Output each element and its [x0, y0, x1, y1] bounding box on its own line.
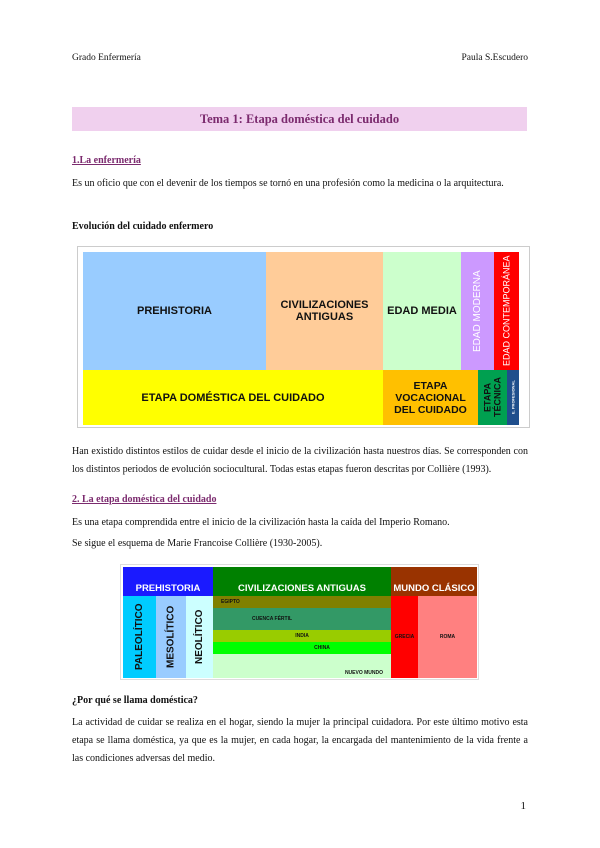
block-mesolitico: MESOLÍTICO [156, 596, 186, 678]
header-civilizaciones: CIVILIZACIONES ANTIGUAS [213, 567, 391, 596]
block-edad-media: EDAD MEDIA [383, 252, 461, 370]
block-etapa-profesional: E. PROFESIONAL [507, 370, 519, 425]
section1-text: Es un oficio que con el devenir de los tiempos se tornó en una profesión como la medicina o la arquitectura. [72, 178, 504, 189]
block-etapa-tecnica: ETAPA TÉCNICA [478, 370, 507, 425]
row-nuevo-mundo: NUEVO MUNDO [213, 654, 391, 678]
block-neolitico: NEOLÍTICO [186, 596, 213, 678]
block-paleolitico: PALEOLÍTICO [123, 596, 156, 678]
header-prehistoria: PREHISTORIA [123, 567, 213, 596]
block-grecia: GRECIA [391, 596, 418, 678]
section2-heading: 2. La etapa doméstica del cuidado [72, 494, 217, 505]
paragraph-2: La actividad de cuidar se realiza en el hogar, siendo la mujer la principal cuidadora. Por este último motivo esta etapa se llama doméstica, ya que es la mujer, en cada hogar, la encargada del mantenimiento de la vida frente a las condiciones adversas del medio. [72, 717, 528, 764]
question-heading: ¿Por qué se llama doméstica? [72, 695, 198, 706]
block-roma: ROMA [418, 596, 477, 678]
row-china: CHINA [213, 642, 391, 654]
row-egipto: EGIPTO [213, 596, 391, 608]
paragraph-1: Han existido distintos estilos de cuidar desde el inicio de la civilización hasta nuestros días. Se corresponden con los distintos periodos de evolución sociocultural. Todas estas etapas fueron descritas por Collière (1993). [72, 446, 528, 475]
block-prehistoria: PREHISTORIA [83, 252, 266, 370]
block-edad-contemporanea: EDAD CONTEMPORÁNEA [494, 252, 519, 370]
block-edad-moderna: EDAD MODERNA [461, 252, 494, 370]
block-civilizaciones: CIVILIZACIONES ANTIGUAS [266, 252, 383, 370]
section2-text2: Se sigue el esquema de Marie Francoise Collière (1930-2005). [72, 538, 323, 549]
figure-evolution [77, 246, 530, 428]
header-right: Paula S.Escudero [461, 53, 528, 63]
header-left: Grado Enfermería [72, 53, 141, 63]
section2-text1: Es una etapa comprendida entre el inicio de la civilización hasta la caída del Imperio Romano. [72, 517, 450, 528]
section1-heading: 1.La enfermería [72, 155, 141, 166]
row-india: INDIA [213, 630, 391, 642]
block-etapa-domestica: ETAPA DOMÉSTICA DEL CUIDADO [83, 370, 383, 425]
header-mundo-clasico: MUNDO CLÁSICO [391, 567, 477, 596]
row-cuenca-fertil: CUENCA FÉRTIL [213, 608, 391, 630]
figure-collierе [120, 564, 479, 680]
evolution-heading: Evolución del cuidado enfermero [72, 221, 214, 232]
block-etapa-vocacional: ETAPA VOCACIONAL DEL CUIDADO [383, 370, 478, 425]
page-number: 1 [520, 800, 526, 812]
page-title: Tema 1: Etapa doméstica del cuidado [72, 107, 527, 131]
